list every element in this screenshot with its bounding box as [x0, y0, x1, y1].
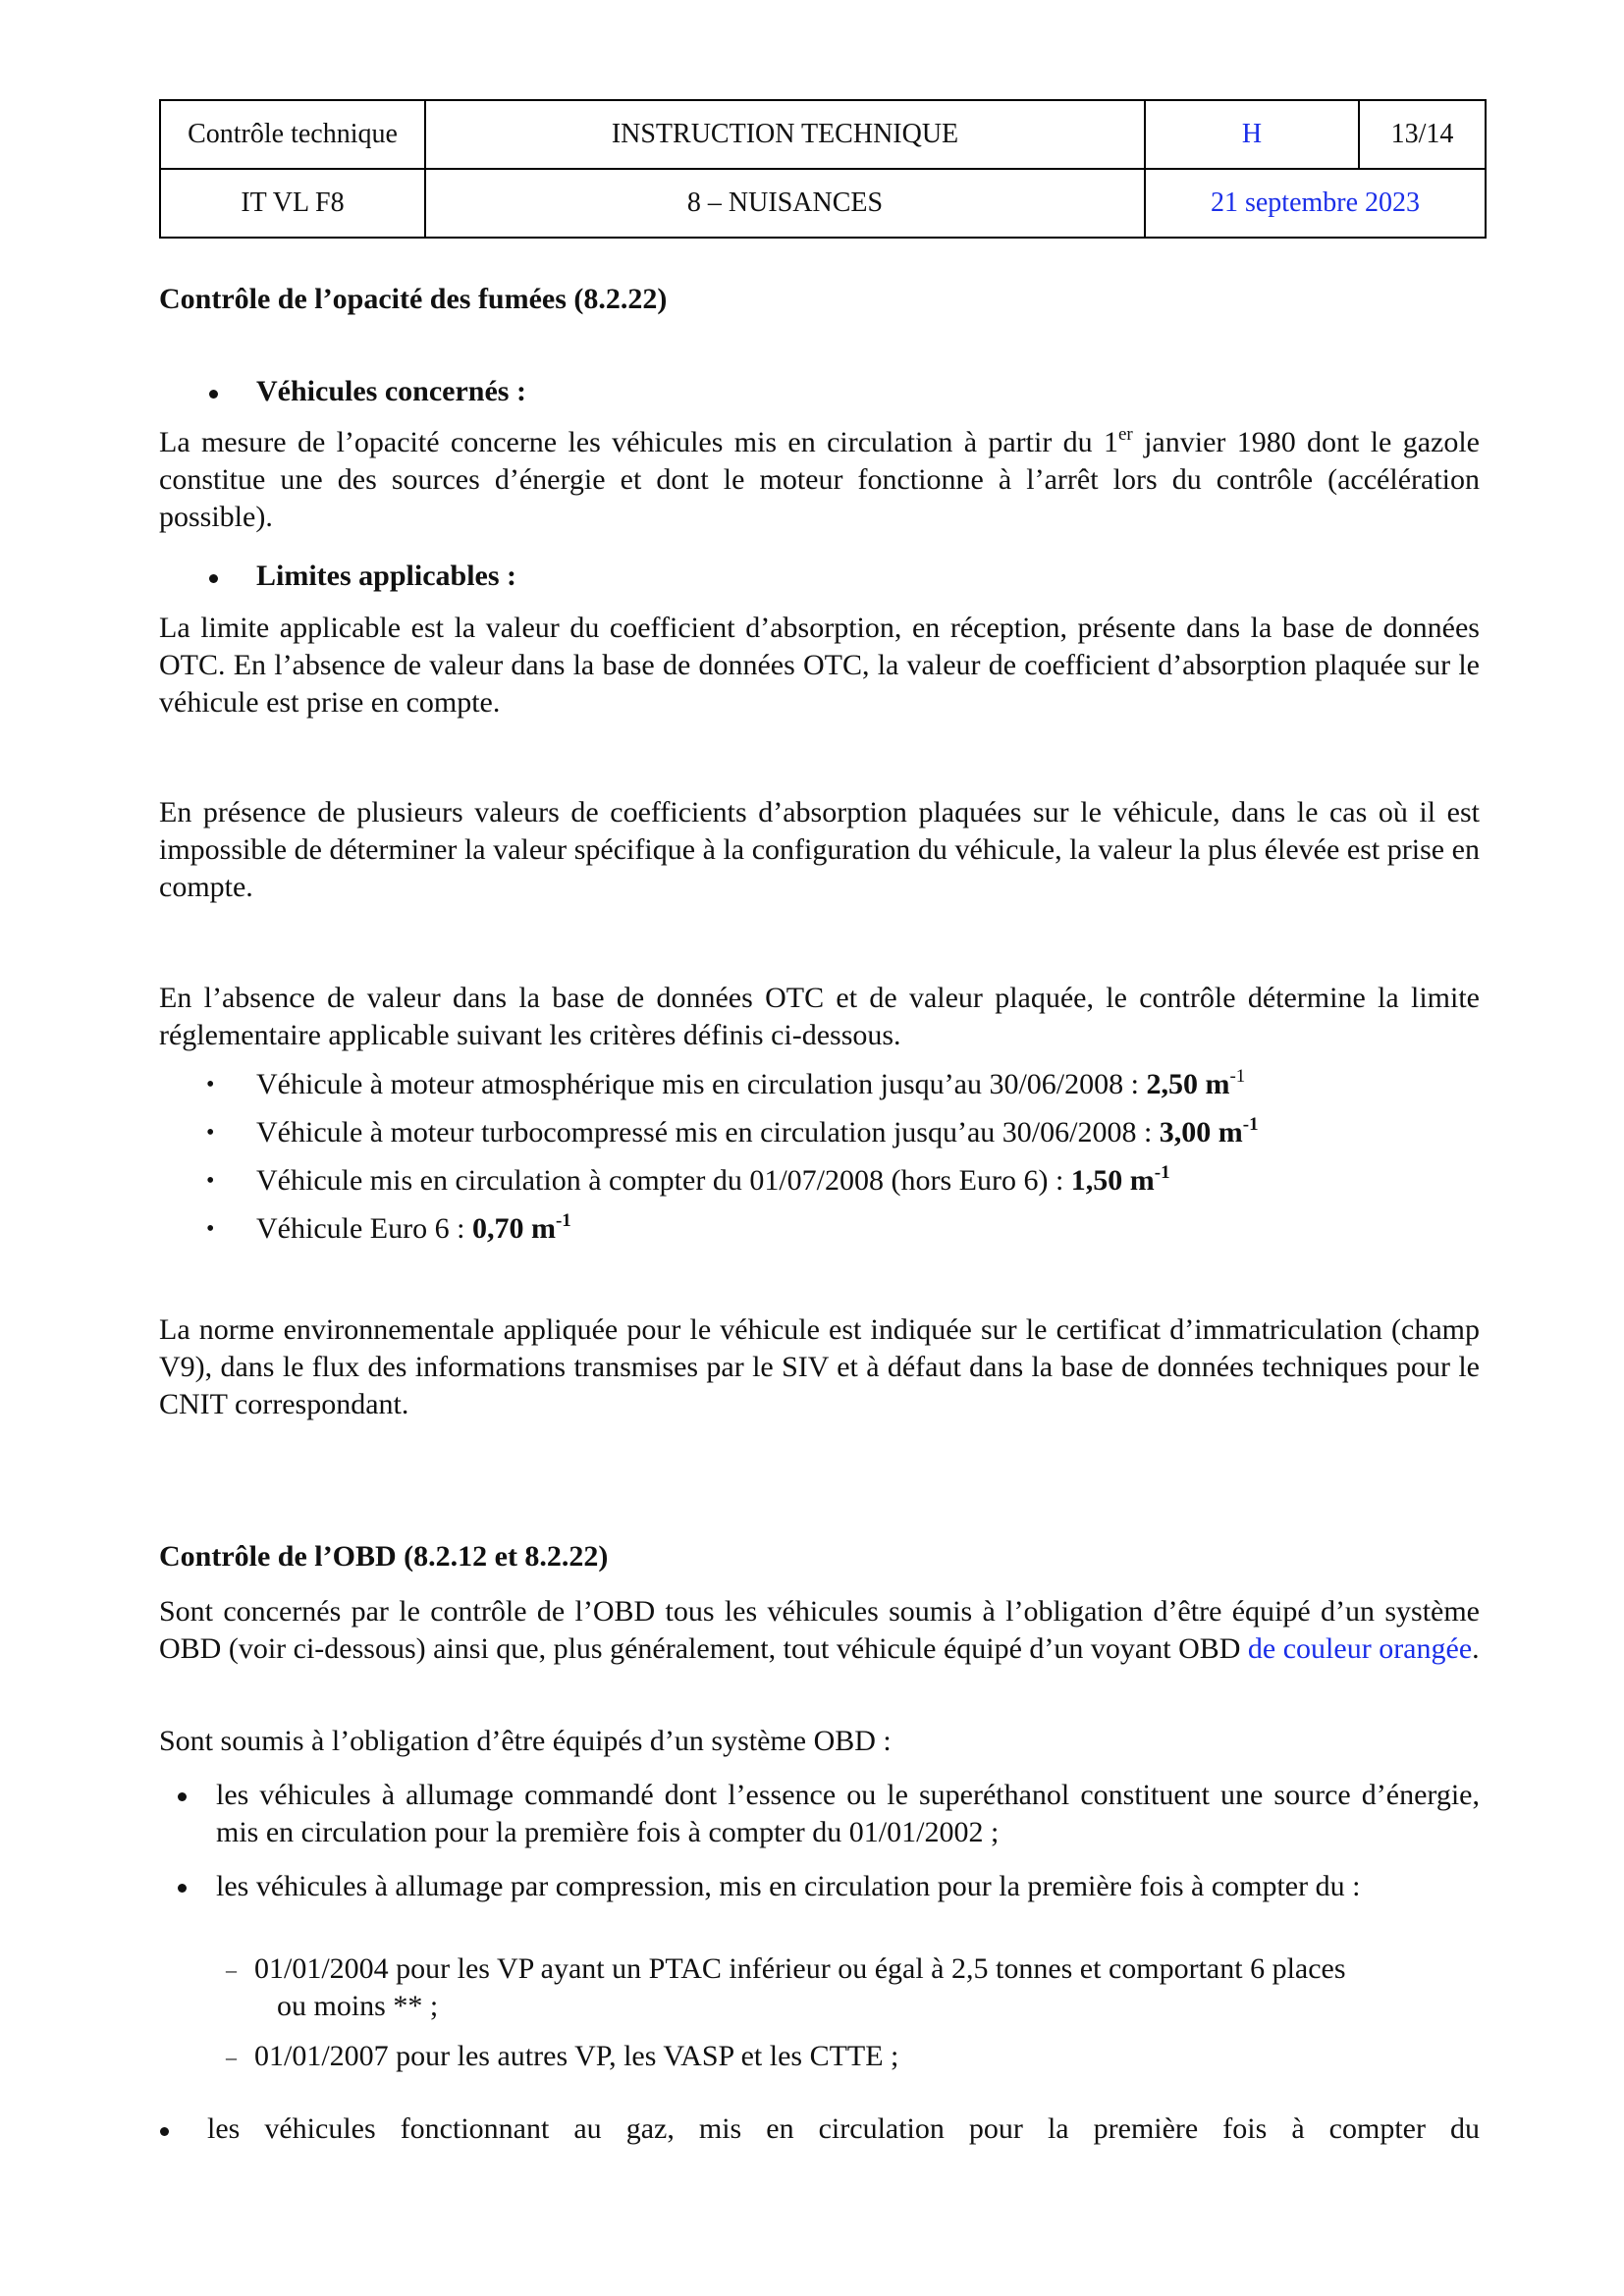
header-section: 8 – NUISANCES: [425, 169, 1145, 238]
dash-icon: –: [226, 1957, 237, 1982]
limit-item: Véhicule mis en circulation à compter du 01/07/2008 (hors Euro 6) : 1,50 $m^{-1}$: [256, 1162, 1170, 1197]
header-version: H: [1145, 100, 1359, 169]
paragraph-multiple-values: En présence de plusieurs valeurs de coefficients d’absorption plaquées sur le véhicule, dans le cas où il est impossible de déterminer la valeur spécifique à la configuration du véhicule, la valeur la plus élevée est prise en compte.: [159, 796, 1480, 903]
limit-item: Véhicule Euro 6 : 0,70 $m^{-1}$: [256, 1210, 571, 1245]
limit-item: Véhicule à moteur turbocompressé mis en circulation jusqu’au 30/06/2008 : 3,00 $m^{-1}$: [256, 1114, 1259, 1148]
header-reference: IT VL F8: [160, 169, 425, 238]
paragraph-limit-value: La limite applicable est la valeur du coefficient d’absorption, en réception, présente dans la base de données OTC. En l’absence de valeur dans la base de données OTC, la valeur de coefficient d’absorption plaquée sur le véhicule est prise en compte.: [159, 612, 1480, 719]
limit-item: Véhicule à moteur atmosphérique mis en circulation jusqu’au 30/06/2008 : 2,50 $m^{-1}$: [256, 1066, 1246, 1100]
bullet-dot-icon: [178, 1792, 187, 1801]
bullet-limites-applicables: Limites applicables :: [256, 560, 517, 592]
bullet-small-icon: •: [206, 1216, 215, 1242]
header-page-number: 13/14: [1359, 100, 1486, 169]
paragraph-obd-scope: Sont concernés par le contrôle de l’OBD tous les véhicules soumis à l’obligation d’être équipé d’un système OBD (voir ci-dessous) ainsi que, plus généralement, tout véhicule équipé d’un voyant OBD de couleur orangée.: [159, 1595, 1480, 1665]
dash-icon: –: [226, 2045, 237, 2069]
bullet-dot-icon: [209, 390, 218, 399]
paragraph-no-value: En l’absence de valeur dans la base de données OTC et de valeur plaquée, le contrôle détermine la limite réglementaire applicable suivant les critères définis ci-dessous.: [159, 982, 1480, 1051]
bullet-dot-icon: [209, 574, 218, 583]
list-item-compression-ignition: les véhicules à allumage par compression, mis en circulation pour la première fois à compter du :: [216, 1870, 1361, 1902]
bullet-dot-icon: [178, 1884, 187, 1893]
bullet-vehicules-concernes: Véhicules concernés :: [256, 375, 526, 407]
header-table: [159, 99, 1487, 239]
bullet-small-icon: •: [206, 1072, 215, 1097]
bullet-small-icon: •: [206, 1168, 215, 1194]
paragraph-environment-norm: La norme environnementale appliquée pour le véhicule est indiquée sur le certificat d’immatriculation (champ V9), dans le flux des informations transmises par le SIV et à défaut dans la base de données techniques pour le CNIT correspondant.: [159, 1313, 1480, 1420]
paragraph-obd-obligation: Sont soumis à l’obligation d’être équipés d’un système OBD :: [159, 1725, 892, 1757]
list-item-gas-vehicles: les véhicules fonctionnant au gaz, mis en circulation pour la première fois à compter du: [207, 2112, 1480, 2145]
sublist-item-vp-light: 01/01/2004 pour les VP ayant un PTAC inférieur ou égal à 2,5 tonnes et comportant 6 places ou moins ** ;: [254, 1952, 1346, 2022]
sublist-item-other-vp: 01/01/2007 pour les autres VP, les VASP et les CTTE ;: [254, 2040, 899, 2072]
header-date: 21 septembre 2023: [1145, 169, 1486, 238]
header-label: Contrôle technique: [160, 100, 425, 169]
section-heading-obd: Contrôle de l’OBD (8.2.12 et 8.2.22): [159, 1540, 609, 1573]
paragraph-opacity-scope: La mesure de l’opacité concerne les véhicules mis en circulation à partir du 1er janvier 1980 dont le gazole constitue une des sources d’énergie et dont le moteur fonctionne à l’arrêt lors du contrôle (accélération possible).: [159, 424, 1480, 533]
bullet-small-icon: •: [206, 1120, 215, 1146]
list-item-spark-ignition: les véhicules à allumage commandé dont l’essence ou le superéthanol constituent une source d’énergie, mis en circulation pour la première fois à compter du 01/01/2002 ;: [216, 1779, 1480, 1848]
section-heading-opacity: Contrôle de l’opacité des fumées (8.2.22): [159, 283, 668, 315]
bullet-dot-icon: [160, 2127, 169, 2136]
header-title: INSTRUCTION TECHNIQUE: [425, 100, 1145, 169]
